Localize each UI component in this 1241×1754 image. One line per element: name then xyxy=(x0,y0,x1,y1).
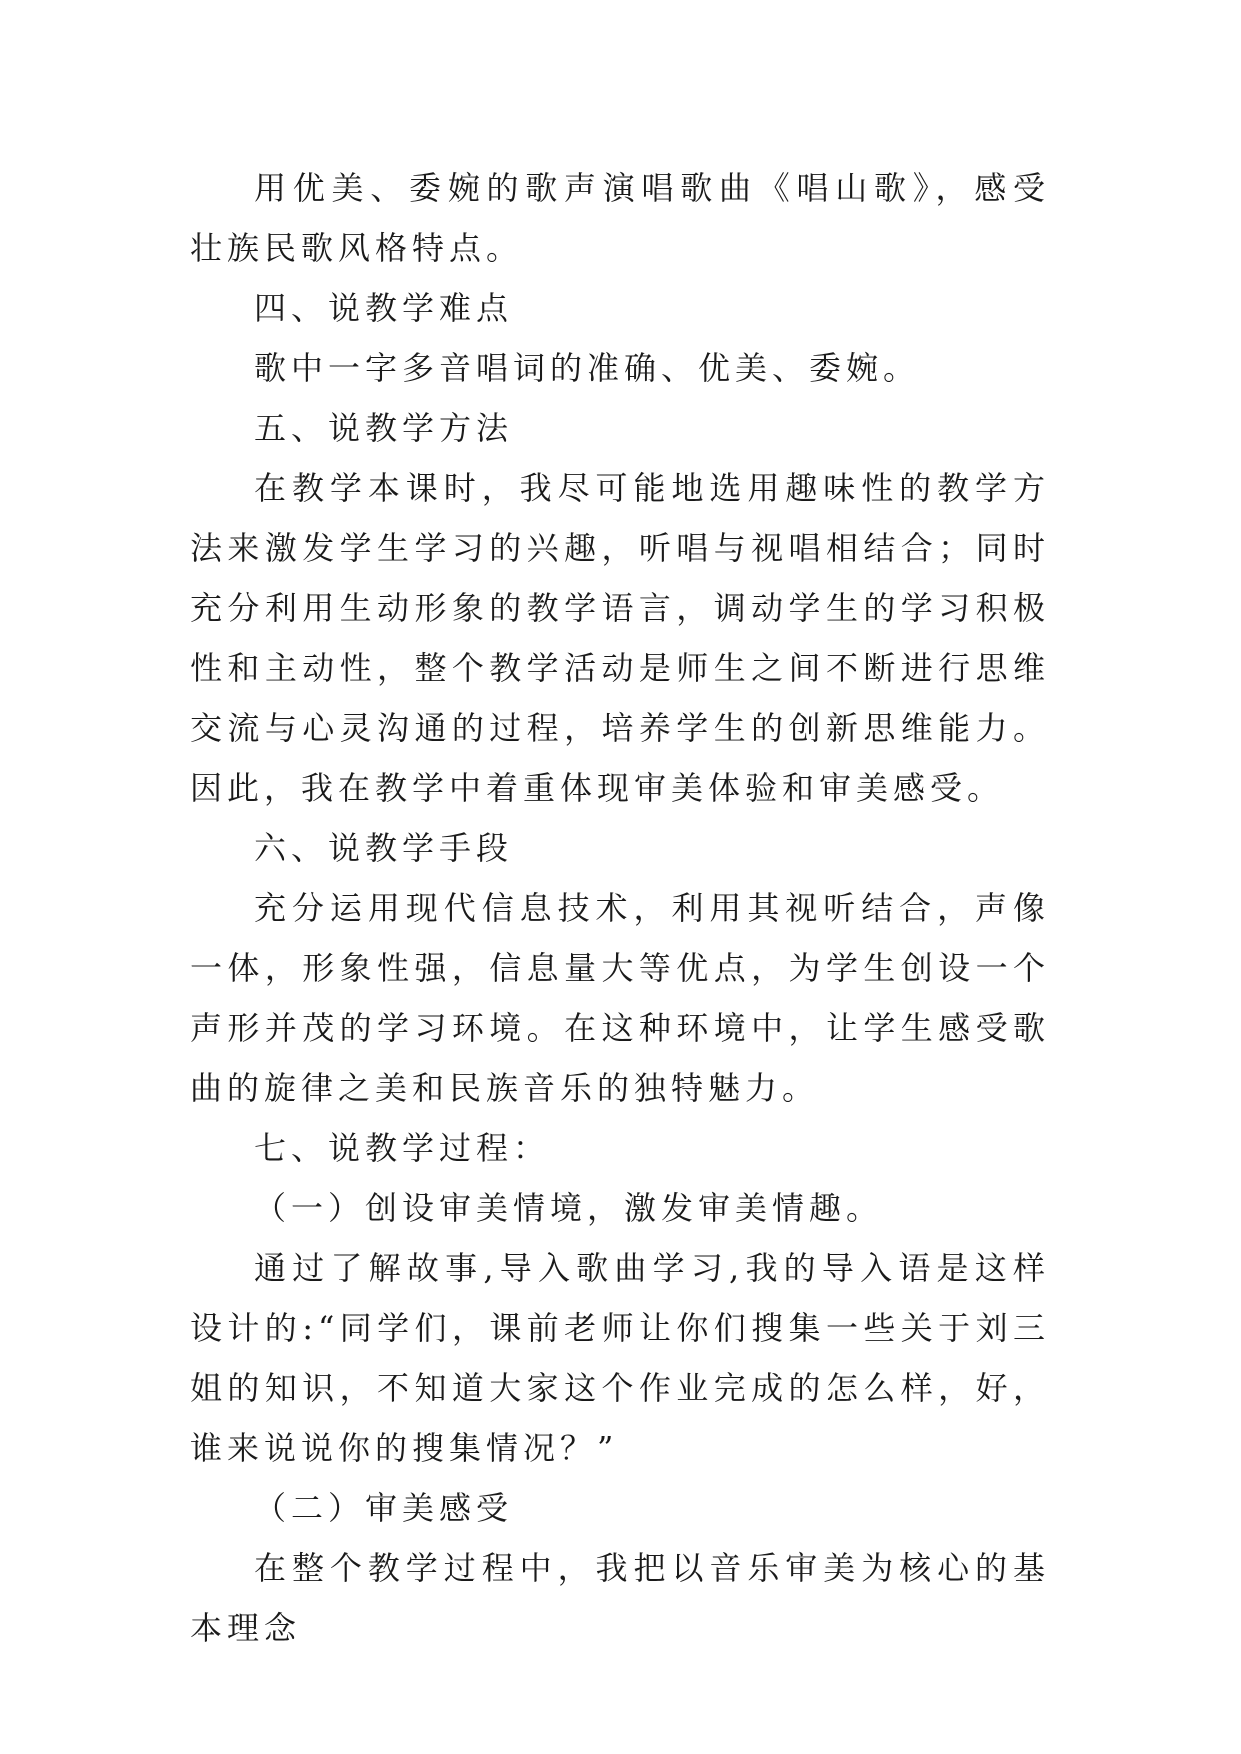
section-heading-difficulty: 四、说教学难点 xyxy=(254,289,514,327)
paragraph-means: 充分运用现代信息技术，利用其视听结合，声像一体，形象性强，信息量大等优点，为学生创设一个声形并茂的学习环境。在这种环境中，让学生感受歌曲的旋律之美和民族音乐的独特魅力。 xyxy=(190,889,1050,1107)
paragraph-difficulty: 歌中一字多音唱词的准确、优美、委婉。 xyxy=(254,349,921,387)
document-body xyxy=(190,158,1050,1658)
paragraph-aesthetic: 在整个教学过程中，我把以音乐审美为核心的基本理念 xyxy=(190,1549,1050,1647)
section-heading-process: 七、说教学过程： xyxy=(254,1129,551,1167)
subsection-heading-2: （二）审美感受 xyxy=(254,1489,514,1527)
subsection-heading-1: （一）创设审美情境，激发审美情趣。 xyxy=(254,1189,884,1227)
section-heading-method: 五、说教学方法 xyxy=(254,409,514,447)
paragraph-intro: 通过了解故事,导入歌曲学习,我的导入语是这样设计的:“同学们，课前老师让你们搜集一些关于刘三姐的知识，不知道大家这个作业完成的怎么样，好，谁来说说你的搜集情况？” xyxy=(190,1249,1050,1467)
section-heading-means: 六、说教学手段 xyxy=(254,829,514,867)
paragraph-method: 在教学本课时，我尽可能地选用趣味性的教学方法来激发学生学习的兴趣，听唱与视唱相结合；同时充分利用生动形象的教学语言，调动学生的学习积极性和主动性，整个教学活动是师生之间不断进行思维交流与心灵沟通的过程，培养学生的创新思维能力。因此，我在教学中着重体现审美体验和审美感受。 xyxy=(190,469,1050,807)
paragraph-key-point: 用优美、委婉的歌声演唱歌曲《唱山歌》，感受壮族民歌风格特点。 xyxy=(190,169,1050,267)
